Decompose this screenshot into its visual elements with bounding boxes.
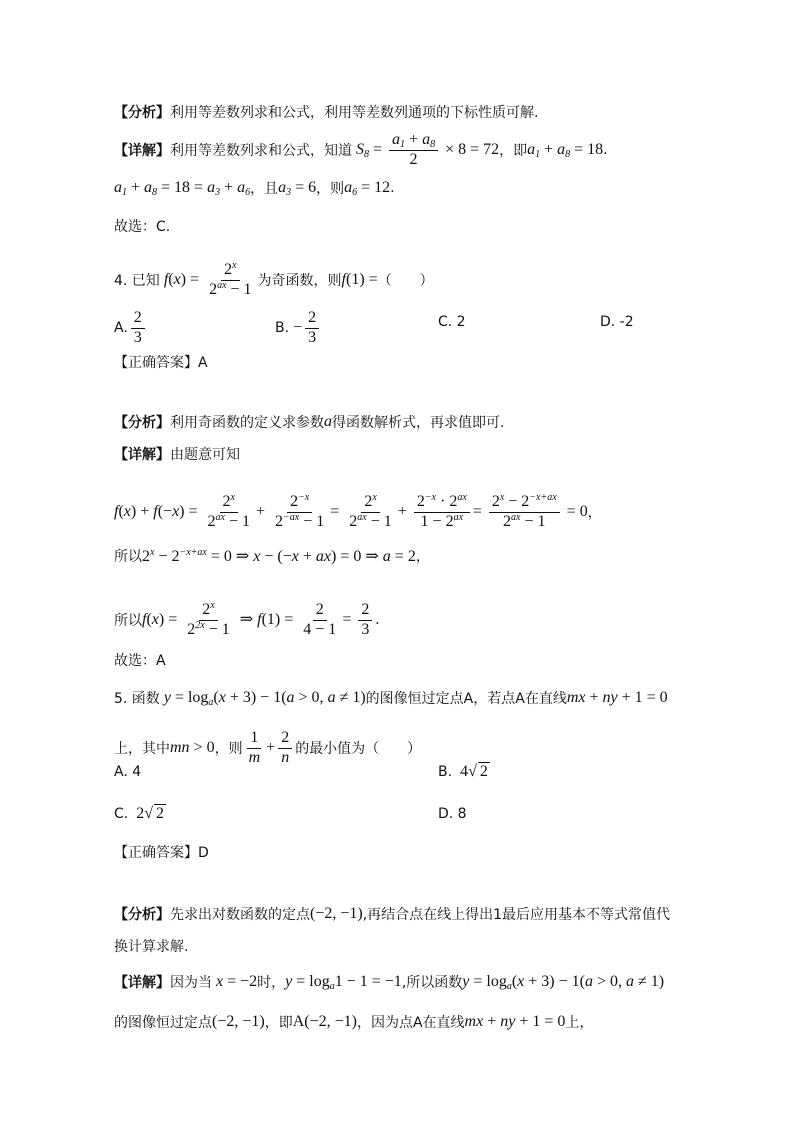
formula-a3: $a_3 = 6$ — [278, 179, 317, 198]
q3-detail-line-1 — [114, 132, 754, 169]
detail-label: 【详解】 — [114, 975, 170, 991]
correct-answer: 【正确答案】A — [114, 355, 208, 371]
option-text: D. 8 — [438, 806, 467, 822]
q5-option-c — [114, 804, 166, 823]
q5-detail-1 — [114, 972, 754, 992]
option-value: 2√ 2 — [128, 804, 165, 822]
detail-text: ，即 — [499, 143, 528, 160]
formula-sum: $S_8$ = $\frac{a_1 + a_8}{2}$ × 8 = 72 — [352, 131, 500, 168]
formula-odd: f(x) + f(−x) = $\frac{2^x}{2^{ax} - 1}$ + $\frac{2^{-x}}{2^{-ax} - 1}$ = $\frac{2^x}{2^{ax} - 1}$ + $\frac{2^{-x} \cdot 2^{ax}}{1 - 2^{ax}}$ = $\frac{2^x - 2^{-x+ax}}{2^{ax} - 1}$ = 0 — [114, 492, 588, 530]
detail-label: 【详解】 — [114, 447, 170, 463]
formula-solve-a: $2^x - 2^{-x+ax} = 0$ ⇒ x − (−x + ax) = 0 ⇒ a = 2 — [142, 547, 416, 565]
question-number: 4. 已知 — [114, 273, 160, 290]
analysis-text: 得函数解析式，再求值即可. — [332, 415, 505, 431]
formula-mn: mn > 0 — [170, 739, 215, 757]
detail-text: 由题意可知 — [170, 447, 240, 463]
formula-a1a8: $a_1 + a_8 = 18$ — [527, 141, 604, 161]
formula-result: f(x) = $\frac{2^x}{2^{2x} - 1}$ ⇒ f(1) = $\frac{2}{4 - 1}$ = $\frac{2}{3}$ . — [142, 600, 380, 638]
punct: . — [603, 142, 608, 159]
formula-fx: f(x) = $\frac{2^x}{2^{ax} - 1}$ — [159, 260, 252, 298]
q4-equation-1 — [114, 494, 754, 531]
q5-option-d — [438, 806, 467, 822]
q5-stem-1 — [114, 688, 754, 708]
q4-equation-2 — [114, 546, 754, 566]
option-text: D. -2 — [600, 314, 634, 330]
question-text: 的图像恒过定点A，若点A在直线 — [365, 691, 567, 707]
q4-correct — [114, 352, 754, 372]
q4-equation-3 — [114, 602, 754, 639]
formula-point: (−2, −1) — [310, 905, 363, 922]
punct: ， — [587, 505, 602, 522]
option-text: C. 2 — [438, 314, 466, 330]
detail-text: 因为当 — [170, 975, 212, 991]
punct: . — [390, 180, 395, 196]
question-text: 为奇函数，则 — [257, 273, 342, 290]
q3-answer — [114, 216, 754, 236]
q4-detail — [114, 444, 754, 464]
option-label: B. — [438, 763, 453, 780]
detail-text: 的图像恒过定点 — [114, 1015, 212, 1031]
detail-text: ，则 — [316, 181, 345, 197]
formula-point-A: A(−2, −1) — [292, 1013, 357, 1030]
formula-line: mx + ny + 1 = 0 — [566, 689, 668, 706]
analysis-label: 【分析】 — [114, 415, 170, 431]
question-text: 上，其中 — [114, 741, 170, 758]
q5-analysis-2 — [114, 936, 754, 956]
formula-log: $y = \log_a(x + 3) - 1(a > 0$, a ≠ 1) — [159, 689, 366, 708]
punct: ， — [415, 549, 430, 565]
option-label: A. — [114, 320, 128, 337]
analysis-text: 先求出对数函数的定点 — [170, 907, 310, 923]
q4-option-a — [114, 310, 148, 347]
formula-a: a — [324, 413, 332, 430]
formula-y: $y = \log_a1 - 1 = -1$ — [285, 973, 402, 992]
q5-option-a — [114, 764, 141, 780]
detail-text: ，且 — [250, 181, 279, 197]
q5-stem-2 — [114, 730, 754, 767]
formula-log-2: $y = \log_a(x + 3) - 1(a > 0$, a ≠ 1) — [462, 973, 665, 992]
option-label: B. — [275, 320, 290, 337]
option-value: − $\frac{2}{3}$ — [289, 310, 322, 347]
question-text: （ ） — [377, 273, 434, 290]
detail-label: 【详解】 — [114, 143, 170, 160]
q4-analysis — [114, 412, 754, 432]
q5-correct — [114, 842, 754, 862]
analysis-text: 利用奇函数的定义求参数 — [170, 415, 324, 431]
option-value: $\frac{2}{3}$ — [128, 310, 148, 347]
formula-target: $\frac{1}{m}$ + $\frac{2}{n}$ — [243, 730, 296, 767]
answer-text: 故选：C. — [114, 219, 171, 235]
formula-index: $a_1 + a_8 = 18 = a_3 + a_6$ — [114, 179, 251, 198]
q5-option-b — [438, 762, 490, 781]
detail-text: ，即 — [264, 1015, 293, 1031]
option-value: 4√ 2 — [452, 762, 488, 780]
analysis-label: 【分析】 — [114, 105, 170, 121]
q4-answer — [114, 650, 754, 670]
formula-point-2: (−2, −1) — [212, 1013, 265, 1030]
q3-detail-line-2 — [114, 178, 754, 198]
answer-text: 故选：A — [114, 653, 166, 669]
detail-text: 所以 — [114, 549, 142, 565]
question-text: 的最小值为（ ） — [295, 741, 422, 758]
detail-text: 所以 — [114, 613, 142, 630]
formula-line-2: mx + ny + 1 = 0 — [464, 1013, 566, 1030]
formula-a6: $a_6 = 12$ — [344, 179, 391, 198]
formula-f1: f(1) = — [341, 271, 378, 289]
detail-text: ，因为点A在直线 — [356, 1015, 465, 1031]
option-text: A. 4 — [114, 764, 142, 780]
question-number: 5. 函数 — [114, 691, 160, 707]
analysis-text: 利用等差数列求和公式，利用等差数列通项的下标性质可解. — [170, 105, 539, 121]
q4-option-d — [600, 314, 634, 330]
q4-option-c — [438, 314, 466, 330]
q5-analysis-1 — [114, 904, 754, 924]
question-text: ，则 — [214, 741, 243, 758]
detail-text: 时， — [257, 975, 286, 991]
q3-analysis-line — [114, 102, 754, 122]
option-label: C. — [114, 805, 129, 822]
analysis-label: 【分析】 — [114, 907, 170, 923]
correct-answer: 【正确答案】D — [114, 845, 209, 861]
analysis-text: ,再结合点在线上得出1最后应用基本不等式常值代 — [362, 907, 671, 923]
q5-detail-2 — [114, 1012, 754, 1032]
formula-x: x = −2 — [212, 973, 258, 990]
detail-text: ,所以函数 — [401, 975, 463, 991]
analysis-text: 换计算求解. — [114, 939, 189, 955]
detail-text: 上， — [565, 1015, 594, 1031]
q4-stem — [114, 262, 754, 299]
q4-option-b — [275, 310, 322, 347]
detail-text: 利用等差数列求和公式，知道 — [170, 143, 352, 160]
